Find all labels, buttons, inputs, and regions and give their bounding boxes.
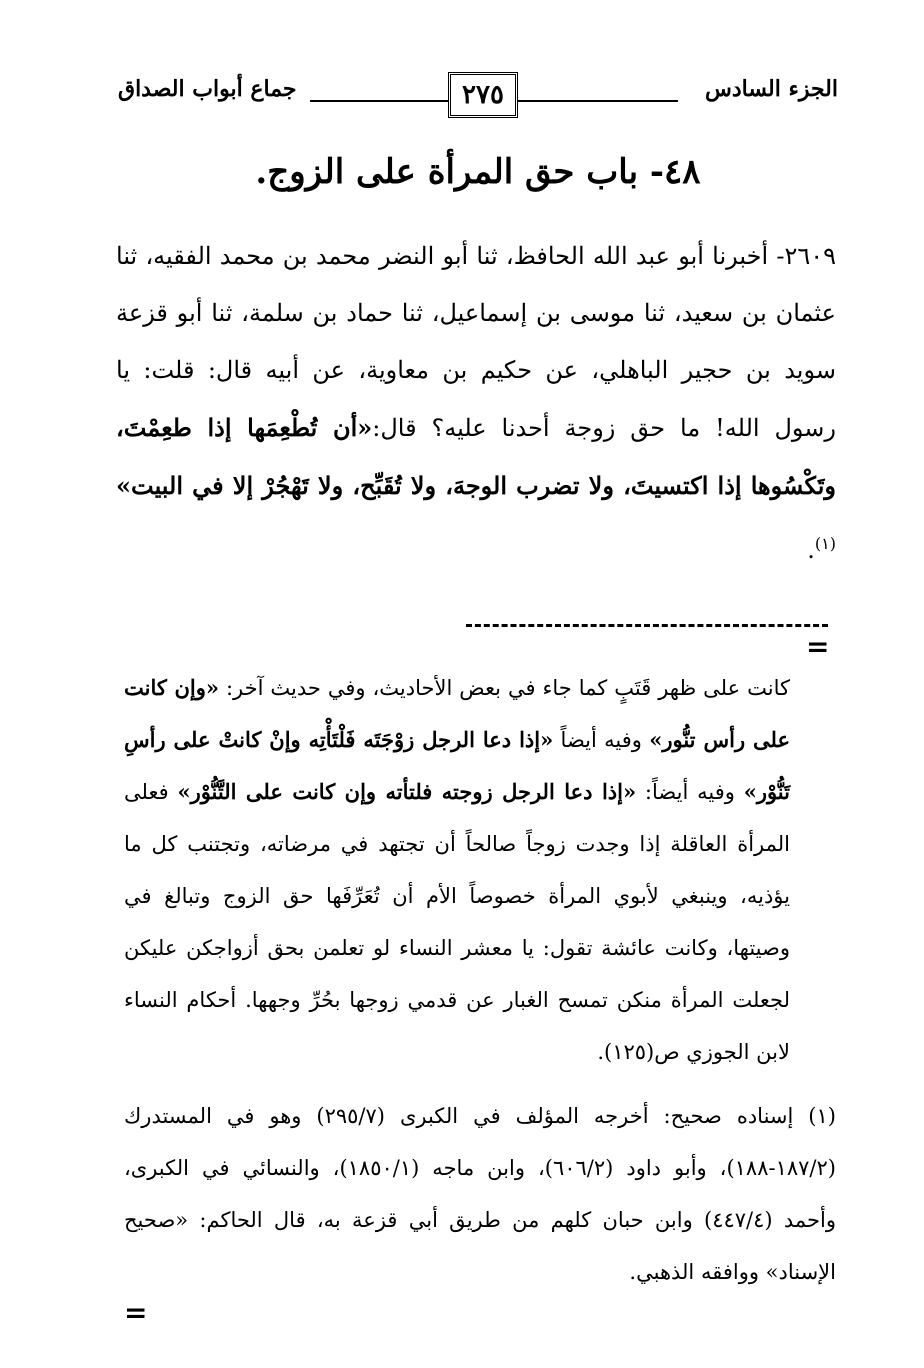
volume-label: الجزء السادس [705,76,838,102]
fn-text-3: وفيه أيضاً: [636,780,744,804]
footnote-continuation [124,662,790,1078]
fn-quote-2: «إذا دعا الرجل زوْجَتَه فَلْتَأْتِه وإنْ كانتْ على رأسِ تَنُّوْر» [124,727,790,804]
fn-text-2: وفيه أيضاً [553,728,650,752]
fn-text-1: كانت على ظهر قَتَبٍ كما جاء في بعض الأحاديث، وفي حديث آخر: [219,676,790,700]
page-header [118,72,838,126]
footnote-1: (١) إسناده صحيح: أخرجه المؤلف في الكبرى (٢٩٥/٧) وهو في المستدرك (١٨٧/٢-١٨٨)، وأبو داود (٦٠٦/٢)، وابن ماجه (١٨٥٠/١)، والنسائي في الكبرى، وأحمد (٤٤٧/٤) وابن حبان كلهم من طريق أبي قزعة به، قال الحاكم: «صحيح الإسناد» ووافقه الذهبي. [124,1104,836,1284]
hadith-text [116,228,836,579]
section-label: جماع أبواب الصداق [118,76,297,102]
hadith-matn: «أن تُطْعِمَها إذا طعِمْتَ، وتَكْسُوها إذا اكتسيتَ، ولا تضرب الوجهَ، ولا تُقَبِّح، ولا تَهْجُرْ إلا في البيت» [116,413,836,500]
continuation-mark-bottom: = [124,1296,148,1329]
fn-quote-1: «وإن كانت على رأس تنُّور» [124,675,791,752]
header-rule-left [310,100,560,102]
fn-text-4: فعلى المرأة العاقلة إذا وجدت زوجاً صالحاً أن تجتهد في مرضاته، وتجتنب كل ما يؤذيه، وينبغي لأبوي المرأة خصوصاً الأم أن تُعَرِّفَها حق الزوج وتبالغ في وصيتها، وكانت عائشة تقول: يا معشر النساء لو تعلمن بحق أزواجكن عليكن لجعلت المرأة منكن تمسح الغبار عن قدمي زوجها بحُرِّ وجهها. أحكام النساء لابن الجوزي ص(١٢٥). [124,780,790,1064]
fn-quote-3: «إذا دعا الرجل زوجته فلتأته وإن كانت على التَّنُّوْر» [177,779,637,804]
chapter-title: ٤٨- باب حق المرأة على الزوج. [255,152,701,192]
footnote-reference[interactable]: (١) [814,534,836,553]
hadith-isnad: ٢٦٠٩- أخبرنا أبو عبد الله الحافظ، ثنا أبو النضر محمد بن محمد الفقيه، ثنا عثمان بن سعيد، ثنا موسى بن إسماعيل، ثنا حماد بن سلمة، ثنا أبو قزعة سويد بن حجير الباهلي، عن حكيم بن معاوية، عن أبيه قال: قلت: يا رسول الله! ما حق زوجة أحدنا عليه؟ قال: [116,242,836,442]
footnote-separator [466,624,828,627]
page-number: ٢٧٥ [448,72,518,118]
hadith-end: . [807,536,815,564]
continuation-mark-top: = [806,630,830,663]
